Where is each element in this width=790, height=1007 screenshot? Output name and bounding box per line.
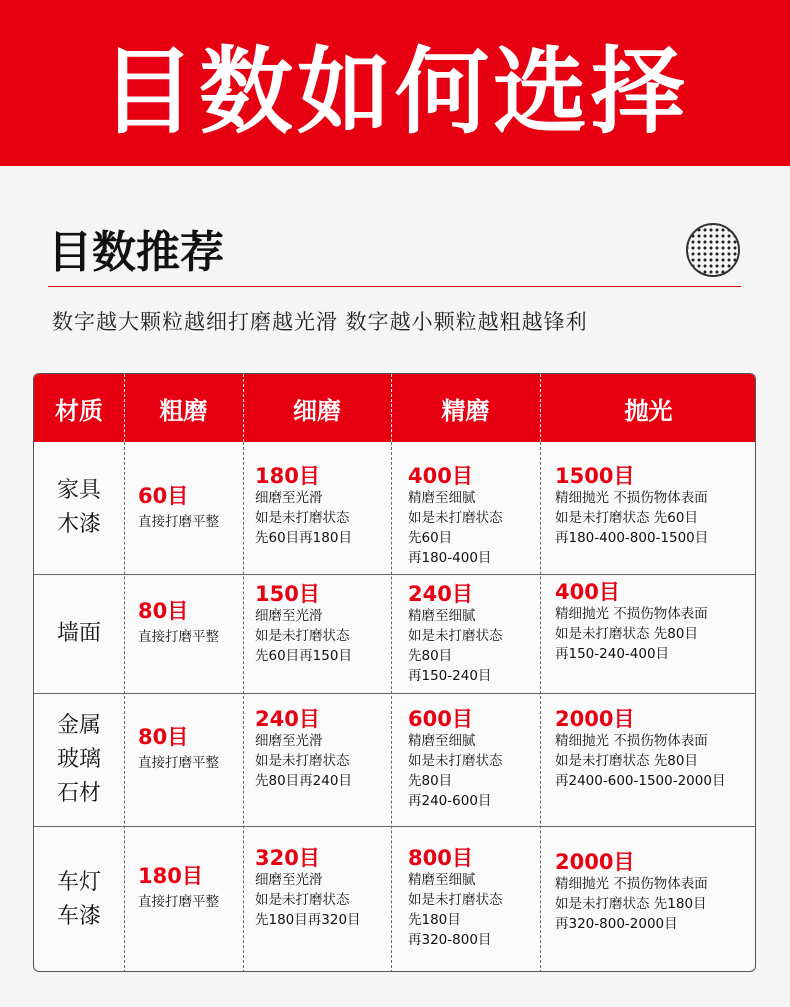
desc-line: 精细抛光 不损伤物体表面 bbox=[555, 606, 708, 622]
desc-line: 精磨至细腻 bbox=[408, 872, 476, 888]
material-label: 木漆 bbox=[56, 512, 101, 537]
desc-line: 如是未打磨状态 先60目 bbox=[555, 510, 698, 526]
column-divider bbox=[124, 442, 125, 972]
table-header bbox=[34, 374, 755, 442]
grit-value: 600目 bbox=[408, 707, 473, 731]
fine-cell bbox=[255, 846, 361, 930]
grit-value: 1500目 bbox=[555, 464, 635, 488]
desc-line: 先60目再150目 bbox=[255, 648, 352, 664]
grit-value: 80目 bbox=[138, 599, 189, 623]
section-title: 目数推荐 bbox=[48, 227, 224, 278]
grit-value: 320目 bbox=[255, 846, 320, 870]
desc-line: 如是未打磨状态 bbox=[255, 628, 350, 644]
row-divider bbox=[34, 826, 755, 827]
header-precise: 精磨 bbox=[441, 396, 490, 425]
desc-line: 再150-240目 bbox=[408, 668, 492, 684]
desc-line: 细磨至光滑 bbox=[255, 872, 323, 888]
desc-line: 再180-400目 bbox=[408, 550, 492, 566]
desc-line: 直接打磨平整 bbox=[138, 894, 219, 910]
desc-line: 先80目 bbox=[408, 648, 453, 664]
grit-value: 80目 bbox=[138, 725, 189, 749]
desc-line: 如是未打磨状态 bbox=[408, 892, 503, 908]
section-subtitle: 数字越大颗粒越细打磨越光滑 数字越小颗粒越粗越锋利 bbox=[52, 310, 588, 334]
column-divider bbox=[243, 442, 244, 972]
fine-cell bbox=[255, 464, 352, 548]
desc-line: 再150-240-400目 bbox=[555, 646, 670, 662]
desc-line: 先60目 bbox=[408, 530, 453, 546]
desc-line: 直接打磨平整 bbox=[138, 629, 219, 645]
header-coarse: 粗磨 bbox=[159, 396, 208, 425]
material-label: 石材 bbox=[56, 780, 101, 806]
desc-line: 如是未打磨状态 先80目 bbox=[555, 626, 698, 642]
desc-line: 先80目 bbox=[408, 773, 453, 789]
desc-line: 如是未打磨状态 bbox=[255, 753, 350, 769]
coarse-cell bbox=[138, 725, 219, 773]
desc-line: 精磨至细腻 bbox=[408, 733, 476, 749]
desc-line: 如是未打磨状态 bbox=[408, 628, 503, 644]
desc-line: 细磨至光滑 bbox=[255, 490, 323, 506]
grit-value: 60目 bbox=[138, 484, 189, 508]
grit-value: 800目 bbox=[408, 846, 473, 870]
precise-cell bbox=[408, 582, 503, 686]
coarse-cell bbox=[138, 864, 219, 912]
polish-cell bbox=[555, 464, 708, 548]
desc-line: 细磨至光滑 bbox=[255, 733, 323, 749]
table-row-material bbox=[34, 442, 124, 574]
desc-line: 如是未打磨状态 bbox=[255, 892, 350, 908]
grit-value: 2000目 bbox=[555, 850, 635, 874]
grit-value: 180目 bbox=[138, 864, 203, 888]
row-divider bbox=[34, 693, 755, 694]
material-label: 车漆 bbox=[56, 903, 101, 929]
table-row-material bbox=[34, 826, 124, 972]
grit-value: 2000目 bbox=[555, 707, 635, 731]
desc-line: 直接打磨平整 bbox=[138, 514, 219, 530]
desc-line: 精细抛光 不损伤物体表面 bbox=[555, 490, 708, 506]
row-divider bbox=[34, 574, 755, 575]
material-label: 金属 bbox=[56, 712, 101, 738]
column-divider bbox=[391, 442, 392, 972]
header-fine: 细磨 bbox=[293, 396, 341, 425]
polish-cell bbox=[555, 580, 708, 664]
grit-table bbox=[33, 373, 756, 972]
desc-line: 如是未打磨状态 bbox=[408, 510, 503, 526]
desc-line: 先180目再320目 bbox=[255, 912, 361, 928]
desc-line: 如是未打磨状态 bbox=[408, 753, 503, 769]
grit-value: 400目 bbox=[408, 464, 473, 488]
desc-line: 先80目再240目 bbox=[255, 773, 352, 789]
material-label: 玻璃 bbox=[56, 746, 101, 772]
desc-line: 再240-600目 bbox=[408, 793, 492, 809]
grit-value: 400目 bbox=[555, 580, 620, 604]
desc-line: 直接打磨平整 bbox=[138, 755, 219, 771]
desc-line: 精细抛光 不损伤物体表面 bbox=[555, 876, 708, 892]
dot-pattern-icon bbox=[686, 223, 740, 277]
desc-line: 再320-800-2000目 bbox=[555, 916, 678, 932]
column-divider bbox=[540, 442, 541, 972]
grit-value: 240目 bbox=[408, 582, 473, 606]
desc-line: 再320-800目 bbox=[408, 932, 492, 948]
header-material: 材质 bbox=[55, 396, 103, 425]
desc-line: 先60目再180目 bbox=[255, 530, 352, 546]
precise-cell bbox=[408, 707, 503, 811]
table-row-material bbox=[34, 693, 124, 826]
polish-cell bbox=[555, 850, 708, 934]
precise-cell bbox=[408, 464, 503, 568]
desc-line: 再180-400-800-1500目 bbox=[555, 530, 709, 546]
desc-line: 再2400-600-1500-2000目 bbox=[555, 773, 726, 789]
desc-line: 如是未打磨状态 先80目 bbox=[555, 753, 698, 769]
table-row-material bbox=[34, 574, 124, 693]
polish-cell bbox=[555, 707, 725, 791]
desc-line: 如是未打磨状态 bbox=[255, 510, 350, 526]
desc-line: 细磨至光滑 bbox=[255, 608, 323, 624]
precise-cell bbox=[408, 846, 503, 950]
grit-value: 150目 bbox=[255, 582, 320, 606]
material-label: 墙面 bbox=[56, 620, 101, 646]
desc-line: 精磨至细腻 bbox=[408, 490, 476, 506]
coarse-cell bbox=[138, 484, 219, 532]
grit-value: 240目 bbox=[255, 707, 320, 731]
coarse-cell bbox=[138, 599, 219, 647]
material-label: 车灯 bbox=[56, 869, 101, 895]
fine-cell bbox=[255, 707, 352, 791]
grit-value: 180目 bbox=[255, 464, 320, 488]
header-polish: 抛光 bbox=[624, 396, 673, 425]
desc-line: 如是未打磨状态 先180目 bbox=[555, 896, 707, 912]
desc-line: 精细抛光 不损伤物体表面 bbox=[555, 733, 708, 749]
desc-line: 精磨至细腻 bbox=[408, 608, 476, 624]
page-title: 目数如何选择 bbox=[100, 37, 689, 147]
material-label: 家具 bbox=[56, 478, 101, 503]
divider bbox=[48, 286, 741, 287]
fine-cell bbox=[255, 582, 352, 666]
title-banner bbox=[0, 0, 790, 166]
desc-line: 先180目 bbox=[408, 912, 461, 928]
